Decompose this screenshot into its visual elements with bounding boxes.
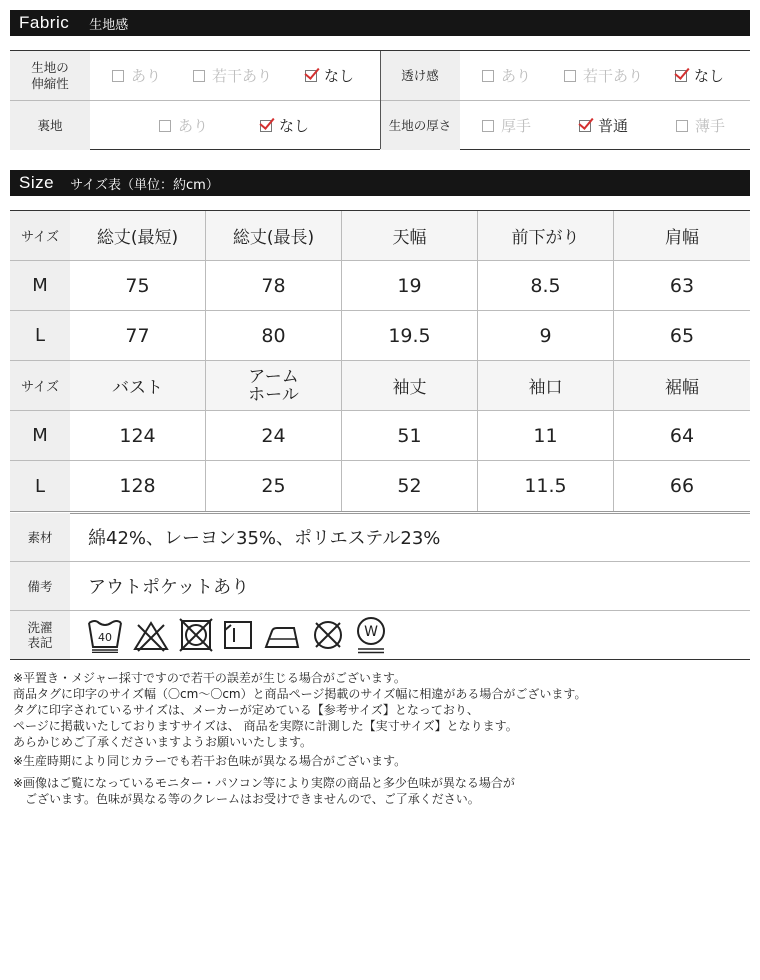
checkbox-icon xyxy=(676,120,688,132)
checked-checkbox-icon xyxy=(579,120,591,132)
sheer-label: 透け感 xyxy=(380,51,460,100)
checkbox-icon xyxy=(193,70,205,82)
note-line: ※生産時期により同じカラーでも若干お色味が異なる場合がございます。 xyxy=(13,754,407,768)
table-cell: 11 xyxy=(478,411,614,460)
size-label-l: L xyxy=(10,461,70,511)
thickness-option-futsu: 普通 xyxy=(579,115,628,136)
stretch-label: 生地の 伸縮性 xyxy=(10,51,90,100)
fabric-section-header xyxy=(10,10,750,36)
fabric-title-en: Fabric xyxy=(19,13,70,32)
table-cell: 63 xyxy=(669,274,695,297)
stretch-option-ari: あり xyxy=(112,65,161,86)
lining-options xyxy=(90,101,380,150)
header-shoulder-width: 肩幅 xyxy=(614,211,750,260)
thickness-option-usude: 薄手 xyxy=(676,115,725,136)
checked-checkbox-icon xyxy=(260,120,272,132)
note-line: ※画像はご覧になっているモニター・パソコン等により実際の商品と多少色味が異なる場合が xyxy=(13,776,515,790)
remarks-label: 備考 xyxy=(10,562,70,610)
checkbox-icon xyxy=(482,70,494,82)
header-front-drop: 前下がり xyxy=(478,211,614,260)
table-cell: 52 xyxy=(342,461,478,511)
size-title-jp: サイズ表（単位：約cm） xyxy=(70,177,219,193)
table-cell: 11.5 xyxy=(478,461,614,511)
table-cell: 64 xyxy=(669,424,695,447)
table-cell: 78 xyxy=(206,261,342,310)
sheer-option-jakkan: 若干あり xyxy=(564,65,643,86)
svg-text:W: W xyxy=(364,624,378,640)
no-tumble-dry-icon xyxy=(178,617,214,653)
wash-40-icon xyxy=(86,617,124,653)
checkbox-icon xyxy=(564,70,576,82)
size-label-m: M xyxy=(10,411,70,460)
note-line: タグに印字されているサイズは、メーカーが定めている【参考サイズ】となっており、 xyxy=(13,703,479,717)
no-bleach-icon xyxy=(132,617,170,653)
checkbox-icon xyxy=(482,120,494,132)
table-cell: 75 xyxy=(70,261,206,310)
table-cell: 80 xyxy=(206,311,342,360)
care-icons xyxy=(70,611,388,659)
table-cell: 124 xyxy=(70,411,206,460)
size-section-header xyxy=(10,170,750,196)
table-row xyxy=(10,311,750,361)
fabric-title-jp: 生地感 xyxy=(89,17,129,33)
no-dry-clean-icon xyxy=(310,617,346,653)
notes xyxy=(13,670,586,807)
fabric-table xyxy=(10,50,750,150)
material-row xyxy=(10,513,750,562)
stretch-option-jakkan: 若干あり xyxy=(193,65,272,86)
table-row xyxy=(10,411,750,461)
note-line: ※平置き・メジャー採寸ですので若干の誤差が生じる場合がございます。 xyxy=(13,671,406,685)
table-cell: 25 xyxy=(206,461,342,511)
material-label: 素材 xyxy=(10,513,70,561)
sheer-options xyxy=(460,51,750,100)
stretch-options xyxy=(90,51,380,100)
table-cell: 77 xyxy=(70,311,206,360)
checked-checkbox-icon xyxy=(675,70,687,82)
header-bust: バスト xyxy=(70,361,206,410)
remarks-value: アウトポケットあり xyxy=(88,577,250,598)
lining-option-ari: あり xyxy=(159,115,208,136)
thickness-option-atsude: 厚手 xyxy=(482,115,531,136)
sheer-option-nashi: なし xyxy=(675,65,724,86)
lining-label: 裏地 xyxy=(10,101,90,150)
line-dry-icon xyxy=(222,617,254,653)
stretch-option-nashi: なし xyxy=(305,65,354,86)
care-label: 洗濯 表記 xyxy=(10,611,70,659)
header-sleeve-length: 袖丈 xyxy=(342,361,478,410)
note-line: ございます。色味が異なる等のクレームはお受けできませんので、ご了承ください。 xyxy=(13,792,480,806)
table-cell: 65 xyxy=(669,324,695,347)
size-label-m: M xyxy=(10,261,70,310)
table-cell: 9 xyxy=(478,311,614,360)
info-table xyxy=(10,513,750,660)
size-header-row-1 xyxy=(10,211,750,261)
note-line: 商品タグに印字のサイズ幅（〇cm〜〇cm）と商品ページ掲載のサイズ幅に相違がある場合がございます。 xyxy=(13,687,587,701)
sheer-option-ari: あり xyxy=(482,65,531,86)
size-table xyxy=(10,210,750,514)
size-label-l: L xyxy=(10,311,70,360)
table-cell: 66 xyxy=(669,475,695,497)
note-line: あらかじめご了承くださいますようお願いいたします。 xyxy=(13,735,313,749)
size-column-label: サイズ xyxy=(10,211,70,260)
table-cell: 24 xyxy=(206,411,342,460)
header-hem-width: 裾幅 xyxy=(614,361,750,410)
table-cell: 19 xyxy=(342,261,478,310)
header-total-length-max: 総丈(最長) xyxy=(206,211,342,260)
wet-clean-icon xyxy=(354,615,388,655)
care-row xyxy=(10,611,750,660)
size-title-en: Size xyxy=(19,173,55,192)
header-neck-width: 天幅 xyxy=(342,211,478,260)
checkbox-icon xyxy=(112,70,124,82)
size-header-row-2 xyxy=(10,361,750,411)
header-armhole: アーム ホール xyxy=(206,361,342,410)
note-line: ページに掲載いたしておりますサイズは、 商品を実際に計測した【実寸サイズ】となります。 xyxy=(13,719,518,733)
header-total-length-min: 総丈(最短) xyxy=(70,211,206,260)
table-cell: 128 xyxy=(70,461,206,511)
svg-text:40: 40 xyxy=(98,631,112,644)
lining-option-nashi: なし xyxy=(260,115,309,136)
table-cell: 51 xyxy=(342,411,478,460)
thickness-options xyxy=(460,101,750,150)
table-row xyxy=(10,461,750,514)
material-value: 綿42%、レーヨン35%、ポリエステル23% xyxy=(88,528,441,549)
checked-checkbox-icon xyxy=(305,70,317,82)
iron-low-icon xyxy=(262,617,302,653)
thickness-label: 生地の厚さ xyxy=(380,101,460,150)
fabric-divider xyxy=(380,51,381,149)
table-cell: 8.5 xyxy=(478,261,614,310)
table-cell: 19.5 xyxy=(342,311,478,360)
checkbox-icon xyxy=(159,120,171,132)
size-column-label: サイズ xyxy=(10,361,70,410)
table-row xyxy=(10,261,750,311)
remarks-row xyxy=(10,562,750,611)
header-cuff: 袖口 xyxy=(478,361,614,410)
